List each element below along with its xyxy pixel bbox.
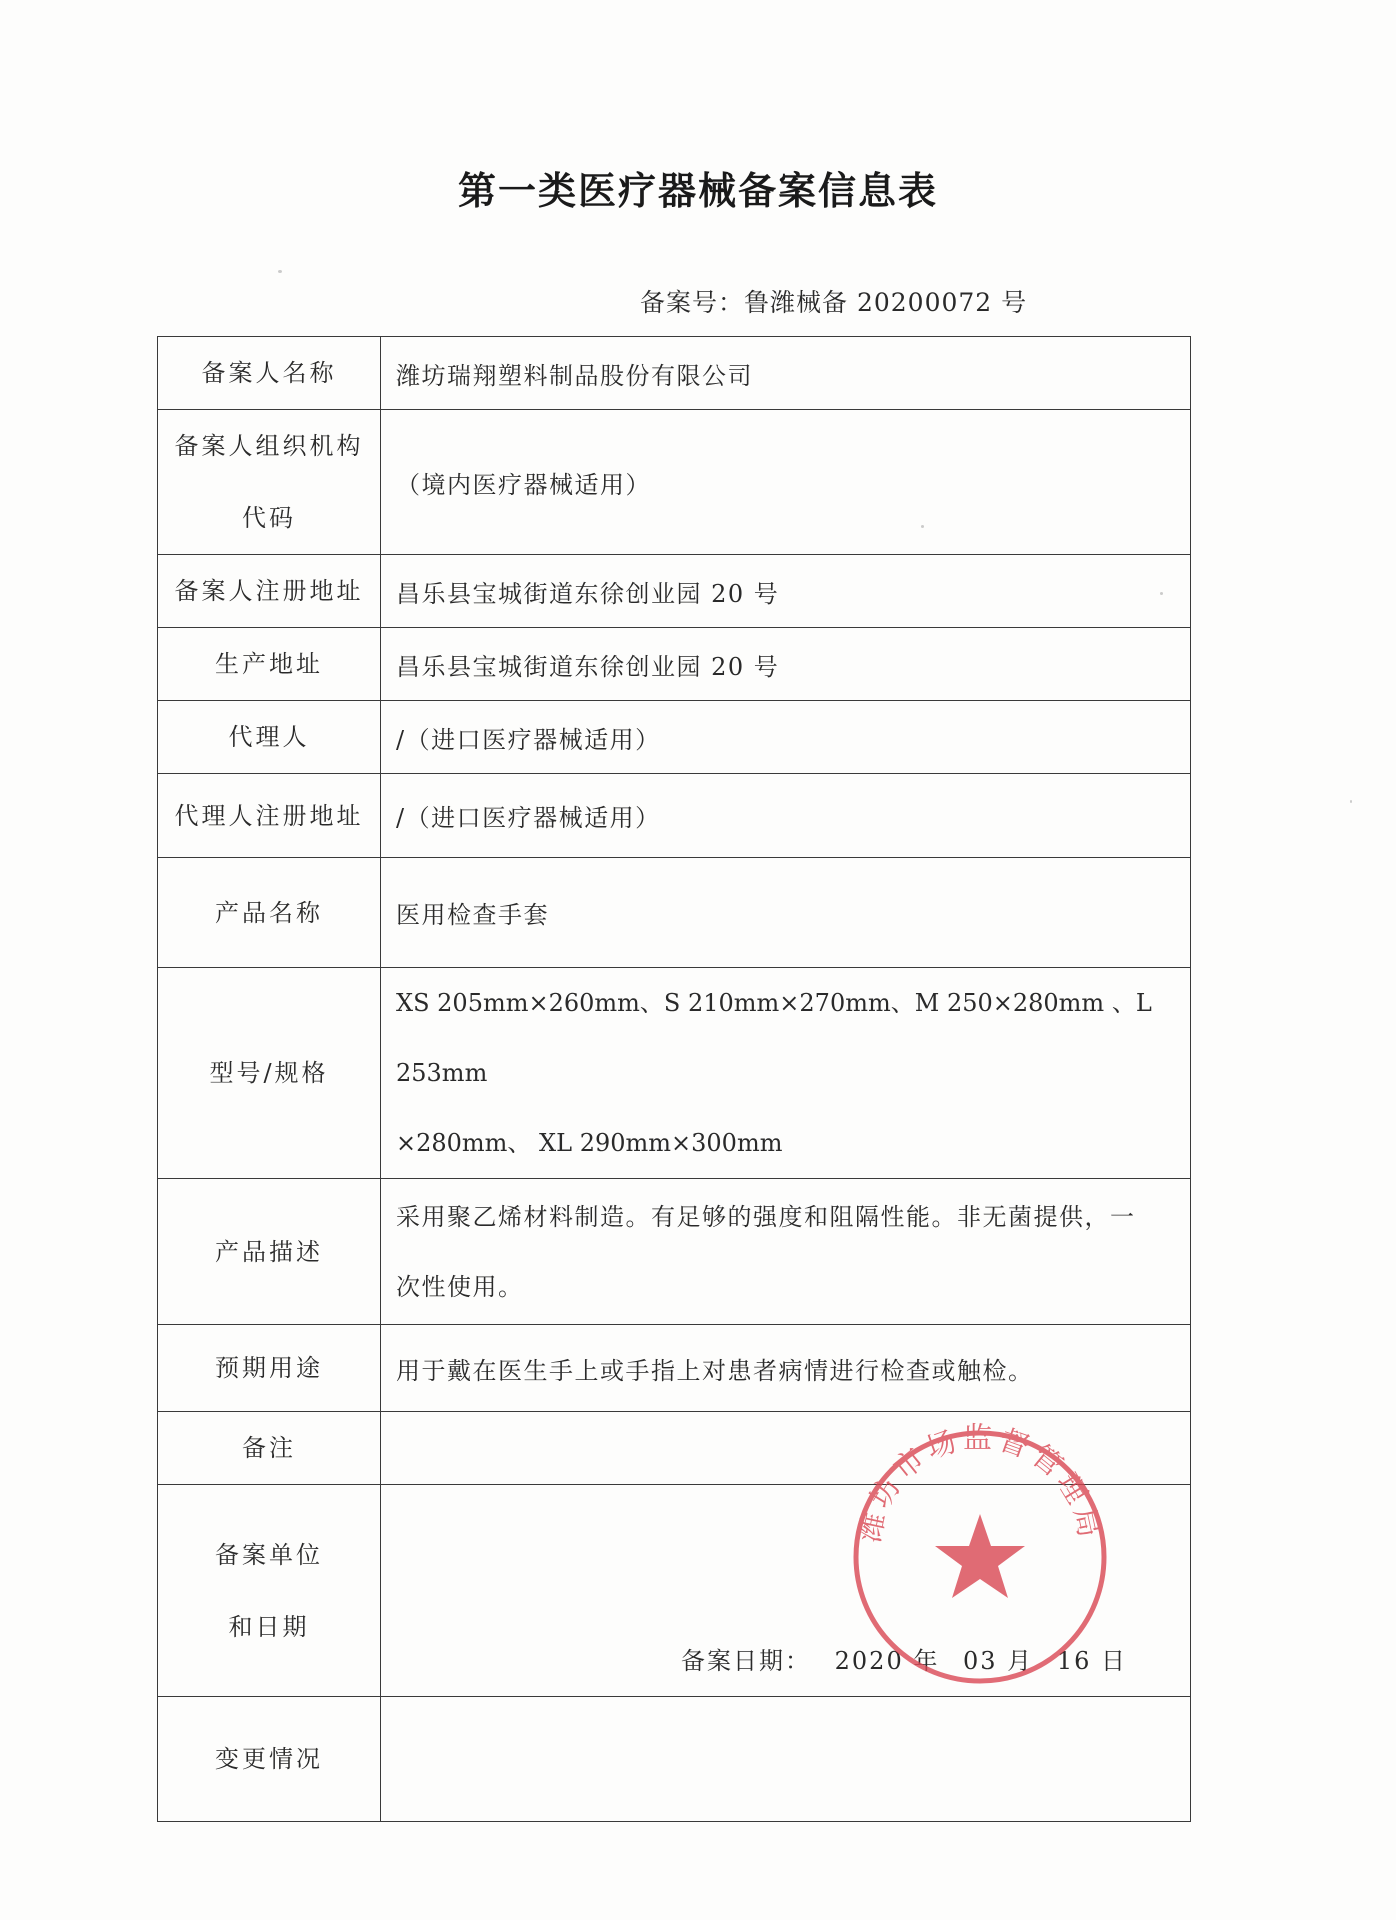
field-label: [158, 1485, 381, 1697]
filing-number-value: 鲁潍械备 20200072 号: [744, 288, 1028, 317]
field-label: 备注: [158, 1412, 381, 1485]
filing-date-label: 备案日期：: [681, 1647, 811, 1675]
filing-number-label: 备案号：: [640, 288, 745, 317]
field-value: [381, 1697, 1191, 1822]
description-line: 次性使用。: [396, 1272, 524, 1301]
field-value: [381, 968, 1191, 1179]
spec-line: ×280mm、 XL 290mm×300mm: [396, 1129, 783, 1157]
filing-date-year: 2020 年: [834, 1647, 940, 1675]
field-label: 变更情况: [158, 1697, 381, 1822]
filing-date: [681, 1641, 1141, 1676]
table-row: [158, 701, 1191, 774]
table-row: [158, 858, 1191, 968]
field-value: 昌乐县宝城街道东徐创业园 20 号: [381, 628, 1191, 701]
field-value: 用于戴在医生手上或手指上对患者病情进行检查或触检。: [381, 1325, 1191, 1412]
table-row: [158, 337, 1191, 410]
field-value: [381, 1485, 1191, 1697]
field-value: 昌乐县宝城街道东徐创业园 20 号: [381, 555, 1191, 628]
field-label: 备案人注册地址: [158, 555, 381, 628]
table-row: [158, 628, 1191, 701]
field-label-line: 备案人组织机构: [174, 432, 364, 460]
table-row: [158, 1179, 1191, 1325]
field-label-line: 和日期: [228, 1612, 310, 1641]
field-value: /（进口医疗器械适用）: [381, 701, 1191, 774]
field-label-line: 代码: [242, 504, 296, 532]
field-value: /（进口医疗器械适用）: [381, 774, 1191, 858]
field-label: 生产地址: [158, 628, 381, 701]
table-row: [158, 1697, 1191, 1822]
document-title: 第一类医疗器械备案信息表: [457, 169, 938, 213]
field-value: [381, 1412, 1191, 1485]
field-value: 医用检查手套: [381, 858, 1191, 968]
description-line: 采用聚乙烯材料制造。有足够的强度和阻隔性能。非无菌提供，一: [396, 1202, 1136, 1231]
field-label: [158, 410, 381, 555]
spec-line: XS 205mm×260mm、S 210mm×270mm、M 250×280mm 、L 253mm: [396, 989, 1152, 1087]
table-row: [158, 968, 1191, 1179]
field-label: 代理人注册地址: [158, 774, 381, 858]
field-value: 潍坊瑞翔塑料制品股份有限公司: [381, 337, 1191, 410]
scan-speck: [1160, 592, 1163, 595]
table-row: [158, 555, 1191, 628]
filing-date-month: 03 月: [963, 1647, 1034, 1675]
field-label: 产品名称: [158, 858, 381, 968]
filing-number: [640, 283, 1027, 319]
scan-speck: [1350, 800, 1352, 803]
field-value: （境内医疗器械适用）: [381, 410, 1191, 555]
field-label-line: 备案单位: [215, 1540, 323, 1569]
filing-date-day: 16 日: [1056, 1647, 1127, 1675]
field-label: 备案人名称: [158, 337, 381, 410]
field-label: 代理人: [158, 701, 381, 774]
seal-text: 潍坊市场监督管理局: [852, 1422, 1108, 1546]
table-row: [158, 774, 1191, 858]
table-row: [158, 410, 1191, 555]
field-label: 预期用途: [158, 1325, 381, 1412]
filing-info-table: [157, 336, 1191, 1822]
table-row: [158, 1485, 1191, 1697]
table-row: [158, 1325, 1191, 1412]
table-row: [158, 1412, 1191, 1485]
scan-speck: [921, 525, 924, 528]
field-label: 产品描述: [158, 1179, 381, 1325]
scan-speck: [278, 270, 282, 273]
field-value: [381, 1179, 1191, 1325]
field-label: 型号/规格: [158, 968, 381, 1179]
